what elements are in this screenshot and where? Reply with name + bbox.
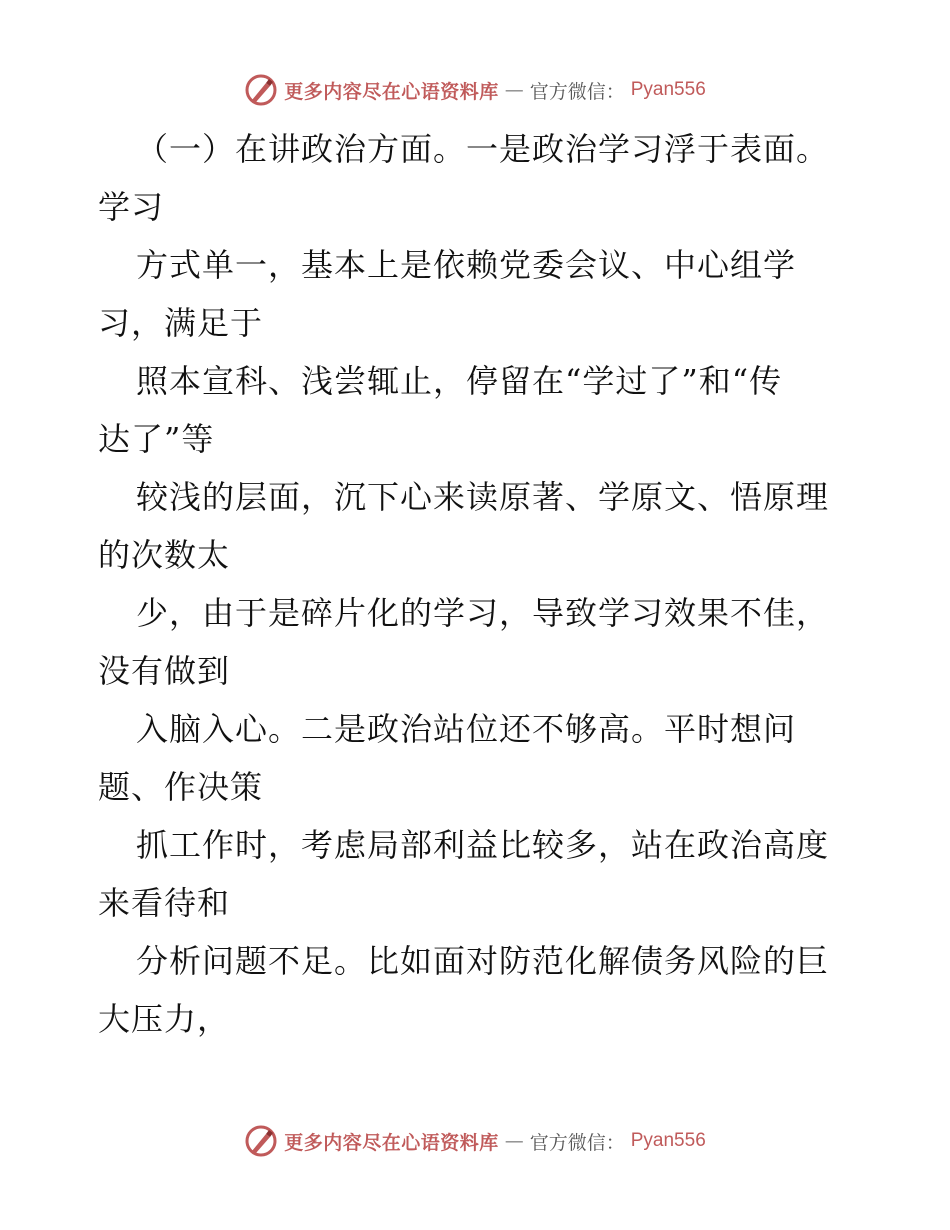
text-line: （一）在讲政治方面。一是政治学习浮于表面。 [136,130,830,168]
text-line: 达了”等 [98,420,215,458]
text-line: 学习 [98,188,165,226]
watermark-separator: — [504,1130,524,1152]
text-line: 抓工作时，考虑局部利益比较多，站在政治高度 [136,826,830,864]
watermark-wechat-label: 官方微信： [529,80,625,103]
pen-logo-icon [244,1124,278,1158]
text-line: 大压力， [98,1000,231,1038]
text-line: 入脑入心。二是政治站位还不够高。平时想问 [136,710,797,748]
text-line: 的次数太 [98,536,231,574]
text-line: 少，由于是碎片化的学习，导致学习效果不佳， [136,594,830,632]
watermark-wechat-id: Pyan556 [630,79,706,100]
watermark-title: 更多内容尽在心语资料库 [284,80,499,103]
text-line: 习，满足于 [98,304,264,342]
text-line: 照本宣科、浅尝辄止，停留在“学过了”和“传 [136,362,783,400]
text-line: 分析问题不足。比如面对防范化解债务风险的巨 [136,942,830,980]
pen-logo-icon [244,73,278,107]
watermark-wechat-id: Pyan556 [630,1130,706,1151]
document-body [98,120,868,1048]
text-line: 题、作决策 [98,768,264,806]
header-watermark [0,70,950,110]
watermark-wechat-label: 官方微信： [529,1131,625,1154]
text-line: 方式单一，基本上是依赖党委会议、中心组学 [136,246,797,284]
footer-watermark [0,1121,950,1161]
text-line: 较浅的层面，沉下心来读原著、学原文、悟原理 [136,478,830,516]
watermark-separator: — [504,79,524,101]
watermark-title: 更多内容尽在心语资料库 [284,1131,499,1154]
text-line: 来看待和 [98,884,231,922]
text-line: 没有做到 [98,652,231,690]
